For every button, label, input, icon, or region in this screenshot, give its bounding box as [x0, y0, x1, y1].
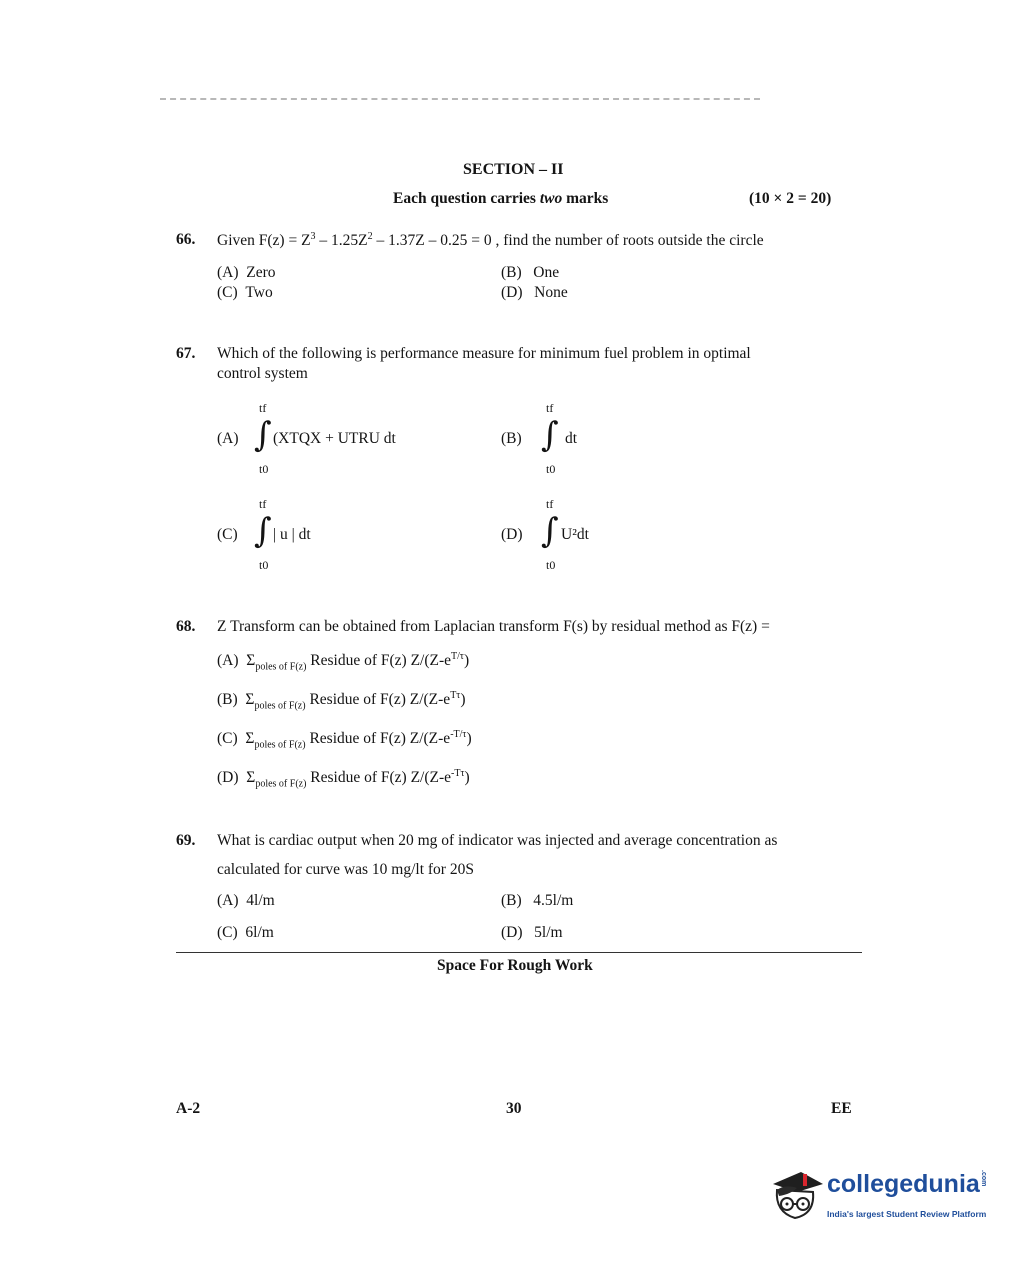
q66-option-a: (A) Zero [217, 264, 276, 281]
q67-option-c-upper: tf [259, 497, 267, 511]
q69-option-b: (B) 4.5l/m [501, 892, 574, 909]
footer-code: A-2 [176, 1100, 201, 1117]
q67-option-d-lower: t0 [546, 558, 556, 572]
q68-option-a: (A) $\Sigma_{poles of F(z)}$ Residue of F(z) $Z/(Z-e^{T/\tau})$ [217, 651, 470, 673]
q67-option-b-integrand: dt [565, 430, 578, 447]
q67-option-c-integrand: | u | dt [273, 526, 311, 543]
scan-top-line [160, 98, 760, 100]
q67-text-line2: control system [217, 365, 308, 382]
q67-option-b-upper: tf [546, 401, 554, 415]
q69-option-d: (D) 5l/m [501, 924, 563, 941]
q67-option-c-integral: ∫ [254, 511, 272, 551]
q66-option-b: (B) One [501, 264, 560, 281]
logo-wordmark: collegedunia [827, 1170, 980, 1198]
q67-option-a-lower: t0 [259, 462, 269, 476]
logo-tagline: India's largest Student Review Platform [827, 1209, 987, 1219]
q67-option-b-letter: (B) [501, 430, 522, 447]
q66-text: Given $F(z) = Z^3 - 1.25Z^2 - 1.37Z - 0.25 = 0$ , find the number of roots outside the circle [217, 231, 764, 250]
section-marks: (10 × 2 = 20) [749, 190, 832, 207]
q67-number: 67. [176, 345, 196, 362]
mascot-icon [765, 1162, 827, 1224]
q66-option-d: (D) None [501, 284, 568, 301]
footer-subject: EE [831, 1100, 852, 1117]
q67-option-a-integral: ∫ [254, 415, 272, 455]
q69-number: 69. [176, 832, 196, 849]
q68-option-d: (D) $\Sigma_{poles of F(z)}$ Residue of F(z) $Z/(Z-e^{-T\tau})$ [217, 768, 470, 790]
q68-number: 68. [176, 618, 196, 635]
rough-work-divider [176, 952, 862, 953]
q67-option-b-integral: ∫ [541, 415, 559, 455]
q68-option-c: (C) $\Sigma_{poles of F(z)}$ Residue of F(z) $Z/(Z-e^{-T/\tau})$ [217, 729, 472, 751]
q69-text-line1: What is cardiac output when 20 mg of indicator was injected and average concentration as [217, 832, 778, 849]
q66-option-c: (C) Two [217, 284, 273, 301]
q67-option-d-integrand: U²dt [561, 526, 589, 543]
q67-option-c-letter: (C) [217, 526, 238, 543]
q67-option-a-upper: tf [259, 401, 267, 415]
q69-option-a: (A) 4l/m [217, 892, 275, 909]
q68-option-b: (B) $\Sigma_{poles of F(z)}$ Residue of F(z) $Z/(Z-e^{T\tau})$ [217, 690, 466, 712]
section-title: SECTION – II [463, 161, 564, 178]
q67-option-b-lower: t0 [546, 462, 556, 476]
q67-option-d-integral: ∫ [541, 511, 559, 551]
q68-text: Z Transform can be obtained from Laplacian transform F(s) by residual method as F(z) = [217, 618, 770, 635]
page-number: 30 [506, 1100, 522, 1117]
q67-option-a-letter: (A) [217, 430, 239, 447]
q67-option-d-upper: tf [546, 497, 554, 511]
q66-number: 66. [176, 231, 196, 248]
q69-option-c: (C) 6l/m [217, 924, 274, 941]
collegedunia-logo [765, 1160, 995, 1230]
q69-text-line2: calculated for curve was 10 mg/lt for 20S [217, 861, 474, 878]
q67-option-c-lower: t0 [259, 558, 269, 572]
q67-option-a-integrand: (XTQX + UTRU dt [273, 430, 396, 447]
logo-dotcom: .com [979, 1170, 987, 1187]
q67-option-d-letter: (D) [501, 526, 523, 543]
section-instruction: Each question carries two marks [393, 190, 609, 207]
q67-text-line1: Which of the following is performance measure for minimum fuel problem in optimal [217, 345, 751, 362]
rough-work-label: Space For Rough Work [437, 957, 593, 974]
